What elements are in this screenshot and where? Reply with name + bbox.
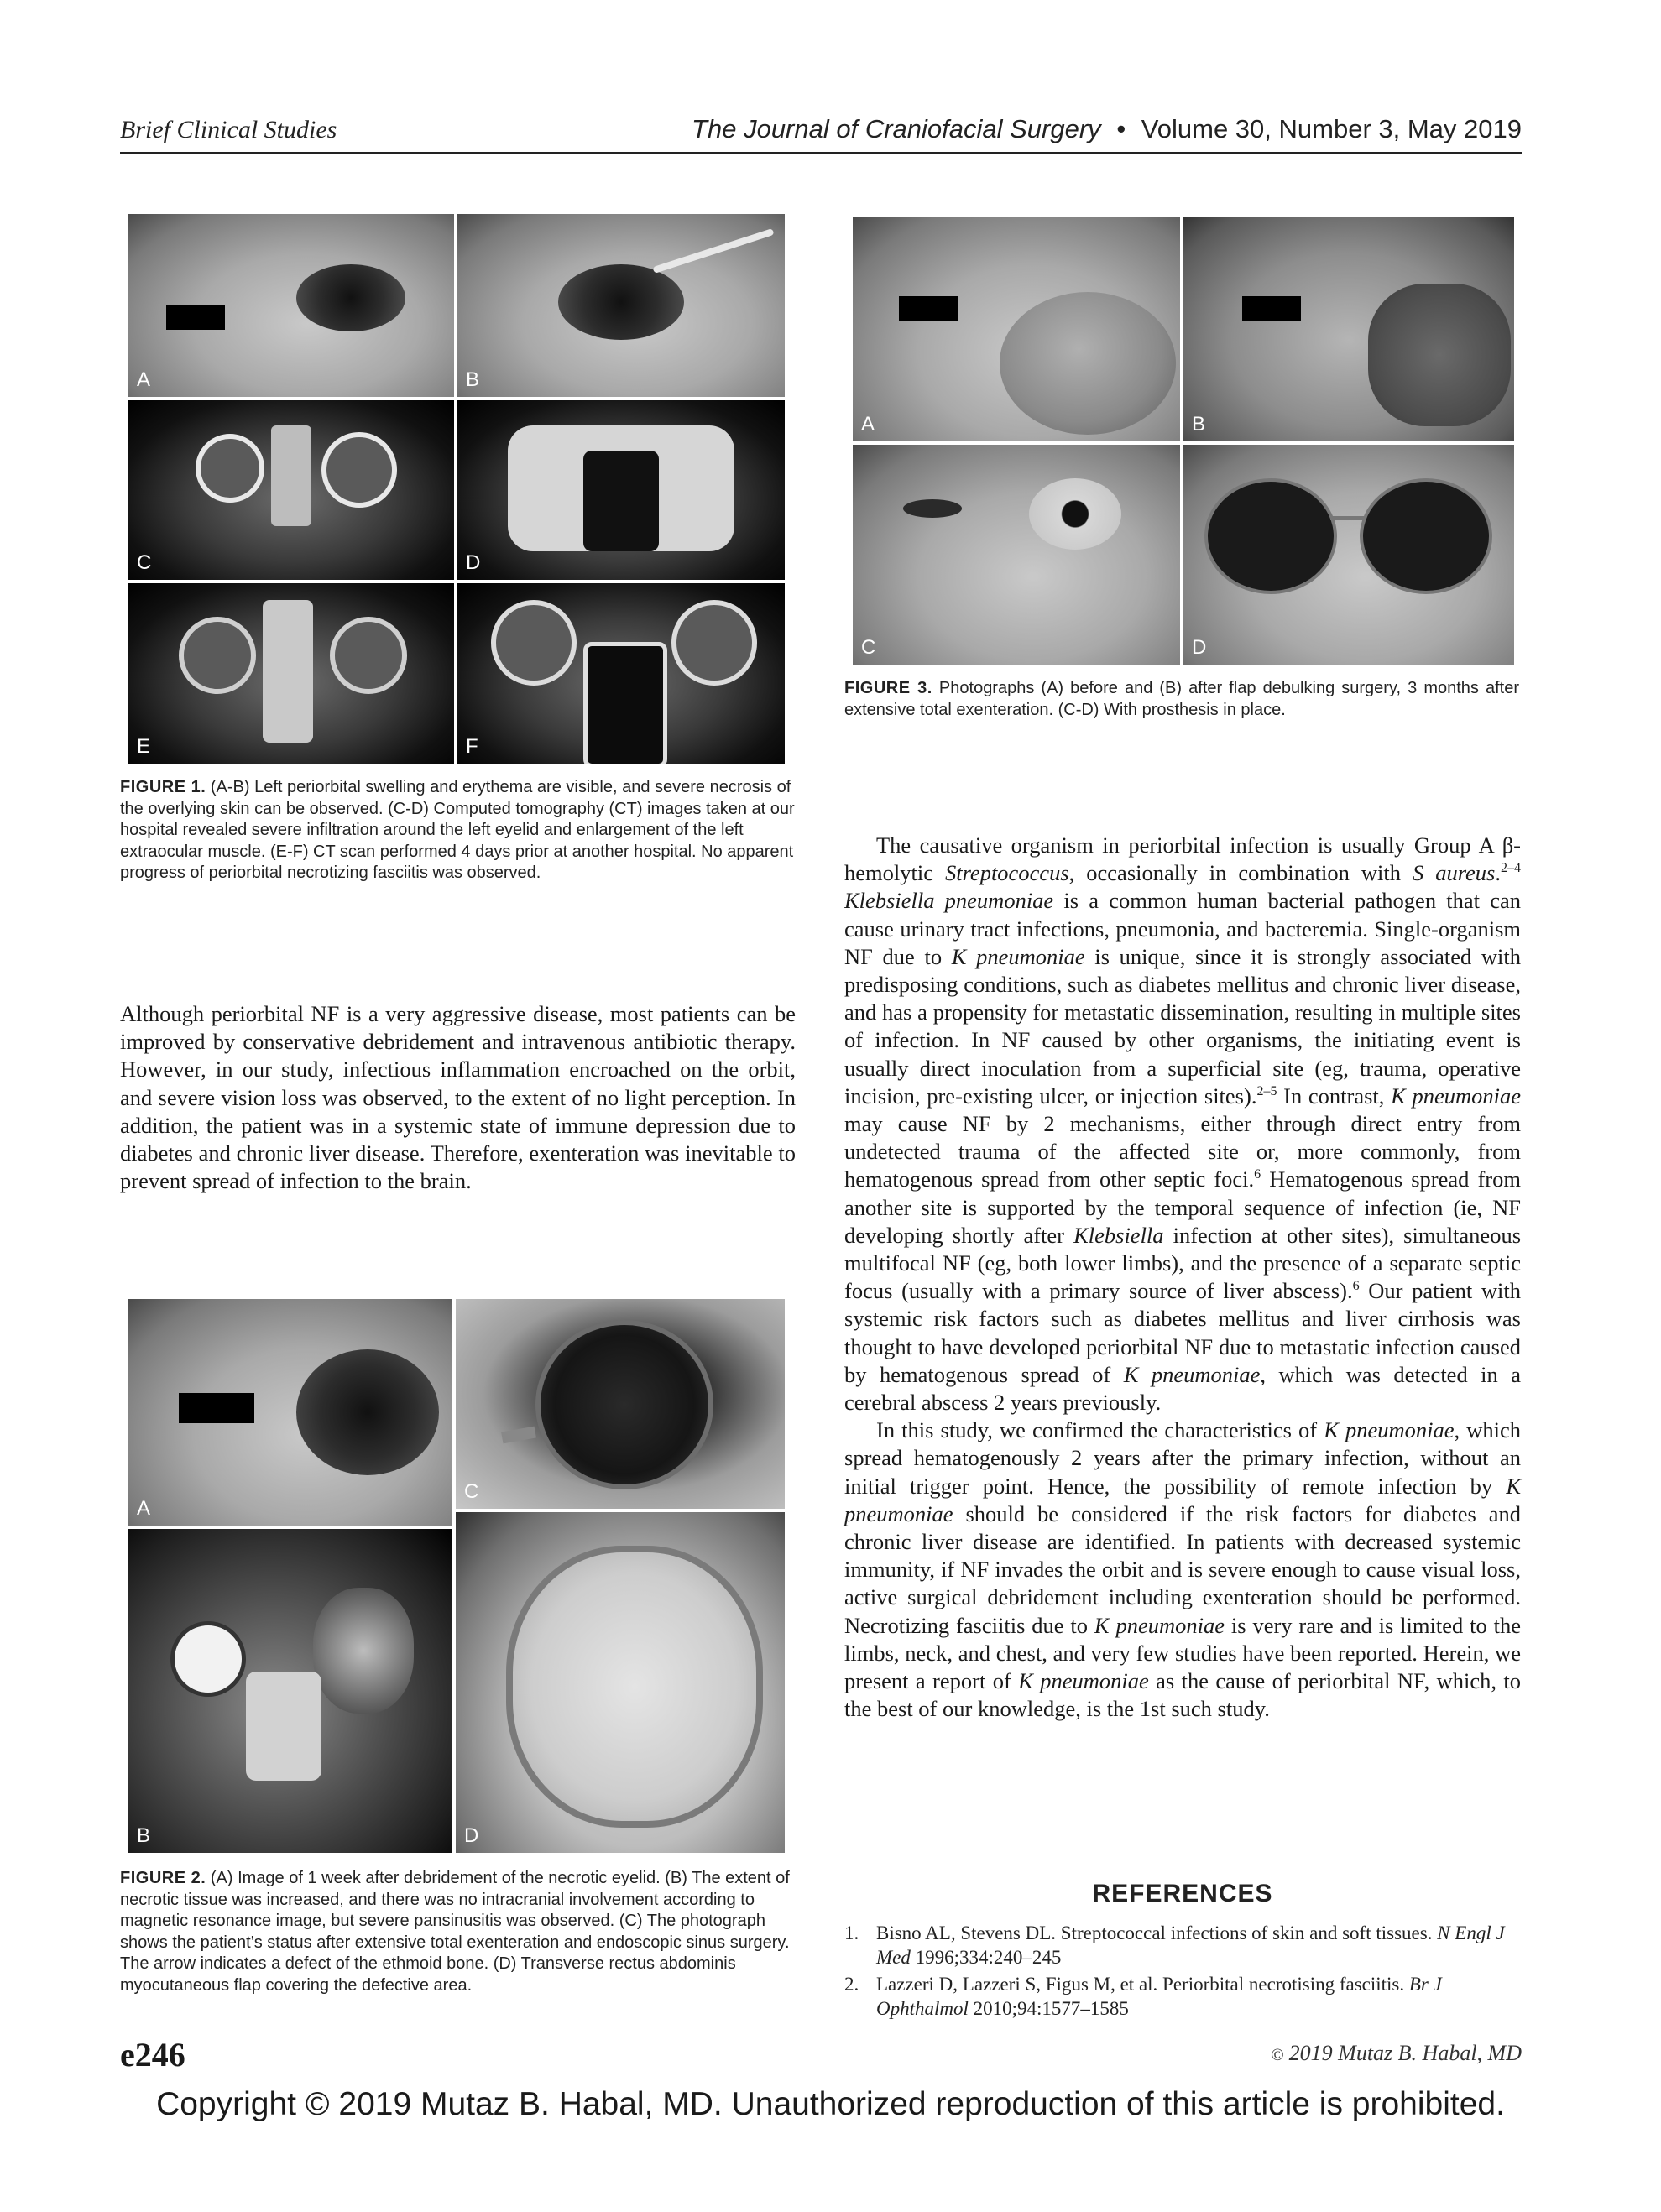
- left-column-text: [120, 1000, 796, 1195]
- panel-label: E: [137, 735, 151, 758]
- running-head-journal: [692, 114, 1522, 144]
- ct-ethmoid: [263, 600, 313, 743]
- running-head-section: Brief Clinical Studies: [120, 116, 337, 143]
- ct-nasal-cavity: [583, 451, 659, 551]
- copyright-symbol: ©: [1271, 2046, 1284, 2064]
- panel-label: A: [861, 413, 875, 436]
- journal-issue: Volume 30, Number 3, May 2019: [1141, 114, 1522, 143]
- glasses-lens-left: [1360, 478, 1492, 594]
- header-rule: [120, 152, 1522, 154]
- references-list: [844, 1922, 1521, 2024]
- paragraph: In this study, we confirmed the characteristics of K pneumoniae, which spread hematogenously 2 years after the primary infection, without an initial trigger point. Hence, the possibility of remote infection by K pneumoniae should be considered if the risk factors for diabetes and chronic liver disease are identified. In patients with decreased systemic immunity, if NF invades the orbit and is severe enough to cause visual loss, active surgical debridement including exenteration should be performed. Necrotizing fasciitis due to K pneumoniae is very rare and is limited to the limbs, neck, and chest, and very few studies have been reported. Herein, we present a report of K pneumoniae as the cause of periorbital NF, which, to the best of our knowledge, is the 1st such study.: [844, 1417, 1522, 1722]
- caption-text: Photographs (A) before and (B) after flap debulking surgery, 3 months after extensive total exenteration. (C-D) With prosthesis in place.: [844, 679, 1520, 719]
- panel-label: C: [464, 1480, 479, 1503]
- redaction-bar: [899, 296, 958, 321]
- references-heading: REFERENCES: [1092, 1880, 1273, 1907]
- paragraph: Although periorbital NF is a very aggressive disease, most patients can be improved by conservative debridement and intravenous antibiotic therapy. However, in our study, infectious inflammation encroached on the orbit, and severe vision loss was observed, to the extent of no light perception. In addition, the patient was in a systemic state of immune depression due to diabetes and chronic liver disease. Therefore, exenteration was inevitable to prevent spread of infection to the brain.: [120, 1001, 796, 1194]
- figure-3-panel-d: [1183, 445, 1514, 665]
- footer-copyright: [1271, 2041, 1522, 2066]
- figure-2-panel-c: [456, 1299, 785, 1509]
- eye-prosthesis: [1029, 478, 1121, 550]
- reference-number: 2.: [844, 1974, 859, 1995]
- paragraph: The causative organism in periorbital infection is usually Group A β-hemolytic Streptococcus, occasionally in combination with S aureus.$^{2-4}$ Klebsiella pneumoniae is a common human bacterial pathogen that can cause urinary tract infections, pneumonia, and bacteremia. Single-organism NF due to K pneumoniae is unique, since it is strongly associated with predisposing conditions, such as diabetes mellitus and chronic liver disease, and has a propensity for metastatic dissemination, resulting in multiple sites of infection. In NF caused by other organisms, the initiating event is usually direct inoculation from a superficial site (eg, trauma, operative incision, pre-existing ulcer, or injection sites).$^{2-5}$ In contrast, K pneumoniae may cause NF by 2 mechanisms, either through direct entry from undetected trauma of the affected site or, more commonly, from hematogenous spread from other septic foci.$^6$ Hematogenous spread from another site is supported by the temporal sequence of infection (ie, NF developing shortly after Klebsiella infection at other sites), simultaneous multifocal NF (eg, both lower limbs), and the presence of a separate septic focus (usually with a primary source of liver abscess).$^6$ Our patient with systemic risk factors such as diabetes mellitus and liver cirrhosis was thought to have developed periorbital NF due to metastatic infection caused by hematogenous spread of K pneumoniae, which was detected in a cerebral abscess 2 years previously.: [844, 832, 1522, 1416]
- figure-1-panel-d: [457, 400, 785, 580]
- ct-orbit-right: [179, 617, 256, 694]
- reference-item: 1. Bisno AL, Stevens DL. Streptococcal infections of skin and soft tissues. N Engl J Med 1996;334:240–245: [844, 1922, 1505, 1968]
- panel-label: D: [1192, 636, 1207, 659]
- glasses-lens-right: [1204, 478, 1337, 594]
- figure-3-caption: [844, 678, 1519, 721]
- figure-1: [128, 214, 785, 764]
- debrided-eyelid: [296, 1349, 439, 1475]
- panel-label: C: [137, 551, 152, 574]
- mri-sinus: [246, 1672, 321, 1781]
- redaction-bar: [1242, 296, 1301, 321]
- figure-2: [128, 1299, 785, 1853]
- mri-left-orbit: [313, 1588, 414, 1714]
- panel-label: D: [466, 551, 481, 574]
- ct-orbit-left: [671, 600, 757, 686]
- caption-label: FIGURE 3.: [844, 679, 932, 697]
- figure-3-panel-a: [853, 217, 1180, 441]
- ct-ethmoid: [271, 425, 311, 526]
- panel-label: F: [466, 735, 478, 758]
- reference-number: 1.: [844, 1922, 859, 1943]
- caption-text: (A) Image of 1 week after debridement of the necrotic eyelid. (B) The extent of necrotic tissue was increased, and there was no intracranial involvement according to magnetic resonance image, but severe pansinusitis was observed. (C) The photograph shows the patient’s status after extensive total exenteration and endoscopic sinus surgery. The arrow indicates a defect of the ethmoid bone. (D) Transverse rectus abdominis myocutaneous flap covering the defective area.: [120, 1869, 790, 1995]
- figure-1-panel-f: [457, 583, 785, 764]
- necrotic-eyelid: [296, 264, 405, 331]
- copyright-notice: Copyright © 2019 Mutaz B. Habal, MD. Unauthorized reproduction of this article is prohibited.: [156, 2086, 1505, 2122]
- figure-2-panel-d: [456, 1512, 785, 1853]
- right-column-text: [844, 832, 1521, 1724]
- ct-nasal-cavity: [583, 642, 667, 764]
- tram-flap: [506, 1546, 763, 1828]
- flap-bulge: [1000, 292, 1176, 435]
- arrow-indicator: [501, 1427, 536, 1444]
- figure-1-panel-b: [457, 214, 785, 397]
- panel-label: B: [137, 1824, 151, 1847]
- figure-3-panel-b: [1183, 217, 1514, 441]
- glasses-bridge: [1330, 516, 1364, 520]
- right-eye: [903, 499, 962, 518]
- figure-1-panel-a: [128, 214, 454, 397]
- necrotic-eyelid: [558, 264, 684, 340]
- caption-label: FIGURE 1.: [120, 778, 206, 796]
- caption-text: (A-B) Left periorbital swelling and erythema are visible, and severe necrosis of the overlying skin can be observed. (C-D) Computed tomography (CT) images taken at our hospital revealed severe infiltration around the left eyelid and enlargement of the left extraocular muscle. (E-F) CT scan performed 4 days prior at another hospital. No apparent progress of periorbital necrotizing fasciitis was observed.: [120, 778, 795, 882]
- ct-orbit-left: [321, 432, 397, 508]
- header-bullet: •: [1116, 114, 1126, 143]
- figure-1-caption: [120, 777, 796, 884]
- mri-globe: [170, 1621, 246, 1697]
- panel-label: A: [137, 368, 151, 391]
- exenterated-orbit: [535, 1320, 713, 1489]
- redaction-bar: [166, 305, 225, 330]
- page-number: e246: [120, 2036, 185, 2074]
- panel-label: A: [137, 1497, 151, 1520]
- panel-label: D: [464, 1824, 479, 1847]
- ct-orbit-right: [491, 600, 577, 686]
- ct-orbit-left: [330, 617, 407, 694]
- figure-3-panel-c: [853, 445, 1180, 665]
- panel-label: C: [861, 636, 876, 659]
- panel-label: B: [466, 368, 480, 391]
- cotton-swab: [652, 228, 774, 274]
- figure-2-panel-a: [128, 1299, 452, 1526]
- redaction-bar: [179, 1393, 254, 1423]
- figure-1-panel-e: [128, 583, 454, 764]
- copyright-holder: 2019 Mutaz B. Habal, MD: [1288, 2041, 1522, 2065]
- caption-label: FIGURE 2.: [120, 1869, 206, 1887]
- figure-1-panel-c: [128, 400, 454, 580]
- ct-orbit-right: [196, 434, 264, 503]
- reference-item: 2. Lazzeri D, Lazzeri S, Figus M, et al. Periorbital necrotising fasciitis. Br J Ophthalmol 2010;94:1577–1585: [844, 1974, 1442, 2019]
- panel-label: B: [1192, 413, 1206, 436]
- figure-2-caption: [120, 1868, 796, 1996]
- figure-2-panel-b: [128, 1529, 452, 1853]
- debulked-flap: [1368, 284, 1511, 426]
- figure-3: [853, 217, 1514, 665]
- journal-title: The Journal of Craniofacial Surgery: [692, 114, 1101, 143]
